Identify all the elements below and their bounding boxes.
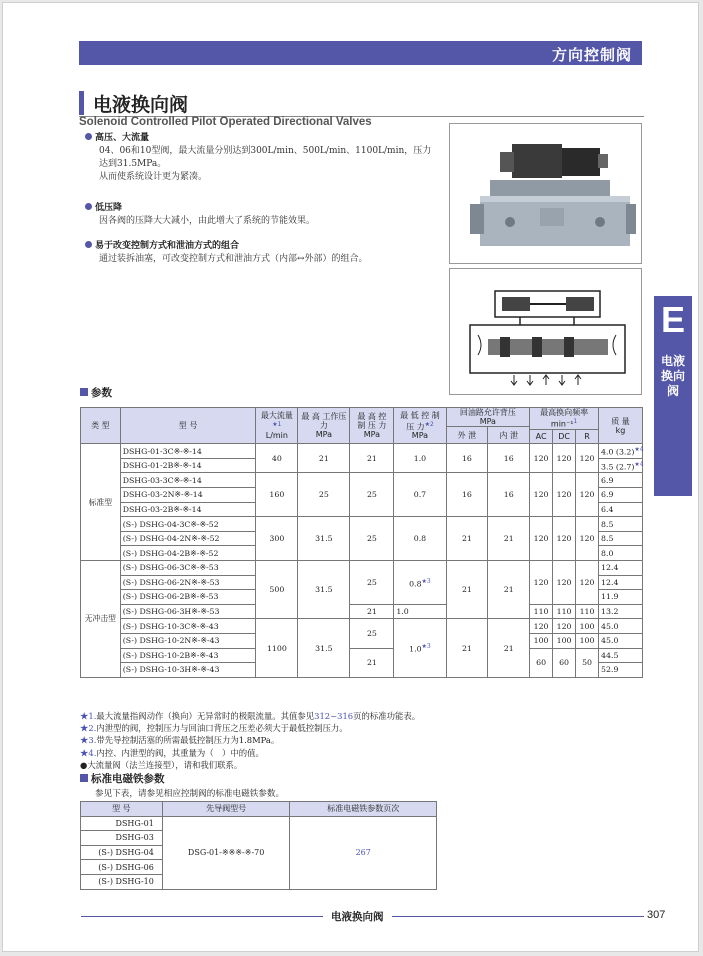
r-cell: 120 xyxy=(576,561,599,605)
feature-title: 易于改变控制方式和泄油方式的组合 xyxy=(95,241,240,251)
params-heading xyxy=(80,385,112,400)
mass-cell: 8.5 xyxy=(599,517,643,532)
feature-line: 达到31.5MPa。 xyxy=(99,159,167,169)
r-cell: 120 xyxy=(576,444,599,473)
col-max-flow: 最大流量$^{★1}$ L/min xyxy=(256,408,298,444)
col-ac: AC xyxy=(530,429,553,444)
title-accent-bar xyxy=(79,91,84,115)
ctrl-pressure-cell: 21 xyxy=(350,604,394,619)
sol-model-cell: DSHG-03 xyxy=(81,831,163,846)
ext-cell: 21 xyxy=(446,561,488,619)
ctrl-pressure-cell: 25 xyxy=(350,517,394,561)
params-heading-text: 参数 xyxy=(91,387,112,399)
col-model: 型 号 xyxy=(120,408,256,444)
feature-title: 低压降 xyxy=(95,203,123,213)
sol-pilot-cell: DSG-01-※※※-※-70 xyxy=(162,816,290,889)
footer-title: 电液换向阀 xyxy=(323,909,392,924)
mass-cell: 12.4 xyxy=(599,561,643,576)
square-bullet-icon xyxy=(80,388,88,396)
feature-line: 通过装拆油塞，可改变控制方式和泄油方式（内部↔外部）的组合。 xyxy=(99,254,368,264)
solenoid-table xyxy=(80,801,437,890)
mass-cell: 13.2 xyxy=(599,604,643,619)
params-table xyxy=(80,407,643,678)
col-freq: 最高换向频率 min⁻¹$^1$ xyxy=(530,408,599,430)
feature-body xyxy=(85,145,445,184)
table-row xyxy=(81,619,643,634)
ctrl-pressure-cell: 21 xyxy=(350,444,394,473)
r-cell: 50 xyxy=(576,648,599,677)
category-label: 方向控制阀 xyxy=(551,47,632,64)
model-cell: DSHG-03-2B※-※-14 xyxy=(120,502,256,517)
category-band xyxy=(79,41,642,65)
table-row xyxy=(81,561,643,576)
col-ctrl-pressure: 最 高 控 制 压 力 MPa xyxy=(350,408,394,444)
work-pressure-cell: 21 xyxy=(298,444,350,473)
mass-cell: 8.5 xyxy=(599,531,643,546)
int-cell: 21 xyxy=(488,517,530,561)
feature-control-mode xyxy=(85,240,445,266)
int-cell: 21 xyxy=(488,561,530,619)
feature-line: 04、06和10型阀，最大流量分别达到300L/min、500L/min、1100L/min，压力 xyxy=(99,146,432,156)
mass-cell: 6.9 xyxy=(599,488,643,503)
sol-model-cell: (S-) DSHG-10 xyxy=(81,874,163,889)
model-cell: (S-) DSHG-06-2B※-※-53 xyxy=(120,590,256,605)
table-row xyxy=(81,517,643,532)
footnote: ★4.内控、内泄型的阀，其重量为（ ）中的值。 xyxy=(80,747,264,758)
flow-cell: 40 xyxy=(256,444,298,473)
col-type: 类 型 xyxy=(81,408,121,444)
min-ctrl-cell: $1.0^{★3}$ xyxy=(394,619,446,677)
work-pressure-cell: 31.5 xyxy=(298,619,350,677)
ext-cell: 16 xyxy=(446,444,488,473)
sol-model-cell: (S-) DSHG-04 xyxy=(81,845,163,860)
mass-cell: 44.5 xyxy=(599,648,643,663)
mass-cell: 11.9 xyxy=(599,590,643,605)
footnote: ★3.带先导控制活塞的所需最低控制压力为1.8MPa。 xyxy=(80,735,280,746)
feature-body xyxy=(85,253,445,266)
feature-low-drop xyxy=(85,202,445,228)
dc-cell: 120 xyxy=(553,561,576,605)
dc-cell: 110 xyxy=(553,604,576,619)
ac-cell: 110 xyxy=(530,604,553,619)
ext-cell: 21 xyxy=(446,619,488,677)
col-dc: DC xyxy=(553,429,576,444)
sol-page-link[interactable]: 267 xyxy=(290,816,437,889)
model-cell: DSHG-03-2N※-※-14 xyxy=(120,488,256,503)
min-ctrl-cell: 0.8 xyxy=(394,517,446,561)
flow-cell: 500 xyxy=(256,561,298,619)
table-row xyxy=(81,648,643,663)
sol-col-pilot: 先导阀型号 xyxy=(162,802,290,817)
min-ctrl-cell: $0.8^{★3}$ xyxy=(394,561,446,605)
flow-cell: 160 xyxy=(256,473,298,517)
section-name: 电液换向阀 xyxy=(660,354,685,398)
ctrl-pressure-cell: 25 xyxy=(350,561,394,605)
dc-cell: 120 xyxy=(553,517,576,561)
bullet-icon xyxy=(85,241,92,248)
r-cell: 120 xyxy=(576,473,599,517)
mass-cell: 3.5 $(2.7)^{★4}$ xyxy=(599,458,643,473)
dc-cell: 60 xyxy=(553,648,576,677)
flow-cell: 300 xyxy=(256,517,298,561)
valve-photo xyxy=(449,123,642,264)
mass-cell: 45.0 xyxy=(599,633,643,648)
ac-cell: 120 xyxy=(530,619,553,634)
model-cell: DSHG-01-2B※-※-14 xyxy=(120,458,256,473)
ext-cell: 21 xyxy=(446,517,488,561)
r-cell: 100 xyxy=(576,619,599,634)
catalog-page xyxy=(2,2,699,952)
model-cell: (S-) DSHG-10-2B※-※-43 xyxy=(120,648,256,663)
min-ctrl-cell: 0.7 xyxy=(394,473,446,517)
model-cell: (S-) DSHG-10-3C※-※-43 xyxy=(120,619,256,634)
work-pressure-cell: 31.5 xyxy=(298,561,350,619)
table-row xyxy=(81,444,643,459)
model-cell: (S-) DSHG-04-2N※-※-52 xyxy=(120,531,256,546)
ac-cell: 120 xyxy=(530,561,553,605)
section-letter: E xyxy=(660,299,685,340)
ac-cell: 60 xyxy=(530,648,553,677)
model-cell: (S-) DSHG-10-3H※-※-43 xyxy=(120,663,256,678)
mass-cell: 45.0 xyxy=(599,619,643,634)
feature-title: 高压、大流量 xyxy=(95,133,150,143)
int-cell: 16 xyxy=(488,473,530,517)
mass-cell: 6.9 xyxy=(599,473,643,488)
solenoid-heading-text: 标准电磁铁参数 xyxy=(91,773,165,785)
col-ext: 外 泄 xyxy=(446,427,488,444)
model-cell: (S-) DSHG-06-3H※-※-53 xyxy=(120,604,256,619)
model-cell: DSHG-03-3C※-※-14 xyxy=(120,473,256,488)
work-pressure-cell: 25 xyxy=(298,473,350,517)
dc-cell: 120 xyxy=(553,619,576,634)
table-row xyxy=(81,816,437,831)
col-min-ctrl: 最 低 控 制 压 力$^{★2}$ MPa xyxy=(394,408,446,444)
footnotes xyxy=(80,710,420,771)
sol-col-model: 型 号 xyxy=(81,802,163,817)
r-cell: 120 xyxy=(576,517,599,561)
ac-cell: 120 xyxy=(530,444,553,473)
int-cell: 21 xyxy=(488,619,530,677)
r-cell: 110 xyxy=(576,604,599,619)
square-bullet-icon xyxy=(80,774,88,782)
model-cell: (S-) DSHG-06-2N※-※-53 xyxy=(120,575,256,590)
mass-cell: 4.0 $(3.2)^{★4}$ xyxy=(599,444,643,459)
footnote: ★1.最大流量指阀动作（换向）无异常时的极限流量。其值参见312~316页的标准功能表。 xyxy=(80,711,421,721)
footnote: ★2.内泄型的阀，控制压力与回油口背压之压差必须大于最低控制压力。 xyxy=(80,723,348,734)
category-standard: 标准型 xyxy=(81,444,121,561)
col-r: R xyxy=(576,429,599,444)
table-row xyxy=(81,473,643,488)
feature-high-pressure xyxy=(85,132,445,184)
footnote: ●大流量阀（法兰连接型），请和我们联系。 xyxy=(80,759,243,770)
model-cell: DSHG-01-3C※-※-14 xyxy=(120,444,256,459)
r-cell: 100 xyxy=(576,633,599,648)
ac-cell: 120 xyxy=(530,473,553,517)
col-work-pressure: 最 高 工作压力 MPa xyxy=(298,408,350,444)
solenoid-intro: 参见下表，请参见相应控制阀的标准电磁铁参数。 xyxy=(95,789,285,799)
ctrl-pressure-cell: 25 xyxy=(350,619,394,648)
flow-cell: 1100 xyxy=(256,619,298,677)
int-cell: 16 xyxy=(488,444,530,473)
ctrl-pressure-cell: 25 xyxy=(350,473,394,517)
section-diagram xyxy=(449,268,642,395)
feature-body xyxy=(85,215,445,228)
col-back-pressure: 回油路允许背压 MPa xyxy=(446,408,530,427)
mass-cell: 52.9 xyxy=(599,663,643,678)
mass-cell: 6.4 xyxy=(599,502,643,517)
page-title: 电液换向阀 xyxy=(93,94,189,116)
bullet-icon xyxy=(85,203,92,210)
sol-model-cell: DSHG-01 xyxy=(81,816,163,831)
min-ctrl-cell: 1.0 xyxy=(394,604,446,619)
mass-cell: 12.4 xyxy=(599,575,643,590)
section-tab xyxy=(654,296,692,496)
page-subtitle: Solenoid Controlled Pilot Operated Directional Valves xyxy=(79,116,372,128)
col-mass: 质 量 kg xyxy=(599,408,643,444)
feature-line: 因各阀的压降大大减小，由此增大了系统的节能效果。 xyxy=(99,216,316,226)
table-row xyxy=(81,604,643,619)
page-number: 307 xyxy=(647,909,666,921)
ext-cell: 16 xyxy=(446,473,488,517)
model-cell: (S-) DSHG-10-2N※-※-43 xyxy=(120,633,256,648)
category-shockless: 无冲击型 xyxy=(81,561,121,678)
feature-line: 从而使系统设计更为紧凑。 xyxy=(99,172,208,182)
dc-cell: 120 xyxy=(553,444,576,473)
model-cell: (S-) DSHG-06-3C※-※-53 xyxy=(120,561,256,576)
dc-cell: 100 xyxy=(553,633,576,648)
min-ctrl-cell: 1.0 xyxy=(394,444,446,473)
model-cell: (S-) DSHG-04-3C※-※-52 xyxy=(120,517,256,532)
work-pressure-cell: 31.5 xyxy=(298,517,350,561)
bullet-icon xyxy=(85,133,92,140)
ac-cell: 100 xyxy=(530,633,553,648)
solenoid-heading xyxy=(80,771,165,786)
col-int: 内 泄 xyxy=(488,427,530,444)
mass-cell: 8.0 xyxy=(599,546,643,561)
sol-col-page: 标准电磁铁参数页次 xyxy=(290,802,437,817)
ctrl-pressure-cell: 21 xyxy=(350,648,394,677)
sol-model-cell: (S-) DSHG-06 xyxy=(81,860,163,875)
dc-cell: 120 xyxy=(553,473,576,517)
ac-cell: 120 xyxy=(530,517,553,561)
model-cell: (S-) DSHG-04-2B※-※-52 xyxy=(120,546,256,561)
